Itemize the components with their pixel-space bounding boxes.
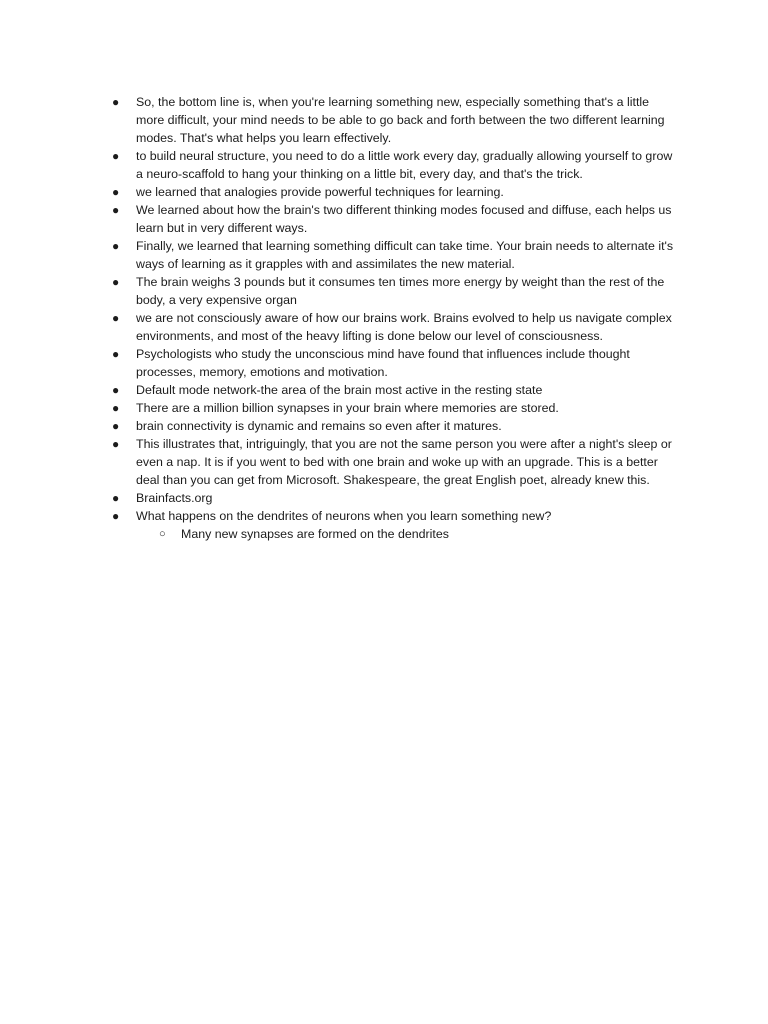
bullet-icon: ● xyxy=(112,239,120,253)
list-item-text: Finally, we learned that learning something difficult can take time. Your brain needs to alternate it's ways of learning as it grapples with and assimilates the new material. xyxy=(136,239,674,271)
list-item-text: So, the bottom line is, when you're learning something new, especially something that's a little more difficult, your mind needs to be able to go back and forth between the two different learning modes. That's what helps you learn effectively. xyxy=(136,95,665,145)
list-item xyxy=(110,345,680,381)
bullet-icon: ● xyxy=(112,491,120,505)
sub-list-item xyxy=(136,525,680,543)
bullet-icon: ● xyxy=(112,311,120,325)
sub-list-item-text: Many new synapses are formed on the dendrites xyxy=(181,527,449,541)
bullet-icon: ● xyxy=(112,185,120,199)
list-item xyxy=(110,507,680,543)
bullet-icon: ● xyxy=(112,383,120,397)
bullet-icon: ● xyxy=(112,149,120,163)
list-item xyxy=(110,381,680,399)
bullet-icon: ● xyxy=(112,275,120,289)
bullet-icon: ● xyxy=(112,419,120,433)
list-item-text: What happens on the dendrites of neurons when you learn something new? xyxy=(136,509,552,523)
list-item xyxy=(110,309,680,345)
list-item-text: we learned that analogies provide powerful techniques for learning. xyxy=(136,185,504,199)
list-item-text: We learned about how the brain's two different thinking modes focused and diffuse, each helps us learn but in very different ways. xyxy=(136,203,672,235)
bullet-icon: ● xyxy=(112,203,120,217)
bullet-icon: ● xyxy=(112,509,120,523)
list-item xyxy=(110,183,680,201)
bullet-icon: ● xyxy=(112,401,120,415)
list-item xyxy=(110,273,680,309)
bullet-icon: ● xyxy=(112,347,120,361)
list-item-text: There are a million billion synapses in your brain where memories are stored. xyxy=(136,401,559,415)
list-item-text: Default mode network-the area of the brain most active in the resting state xyxy=(136,383,543,397)
list-item-text: Psychologists who study the unconscious mind have found that influences include thought processes, memory, emotions and motivation. xyxy=(136,347,630,379)
list-item xyxy=(110,417,680,435)
list-item xyxy=(110,237,680,273)
list-item-text: we are not consciously aware of how our brains work. Brains evolved to help us navigate complex environments, and most of the heavy lifting is done below our level of consciousness. xyxy=(136,311,672,343)
list-item xyxy=(110,435,680,489)
list-item xyxy=(110,399,680,417)
list-item-text: to build neural structure, you need to do a little work every day, gradually allowing yourself to grow a neuro-scaffold to hang your thinking on a little bit, every day, and that's the trick. xyxy=(136,149,673,181)
hollow-bullet-icon: ○ xyxy=(159,528,166,540)
list-item-text: This illustrates that, intriguingly, that you are not the same person you were after a night's sleep or even a nap. It is if you went to bed with one brain and woke up with an upgrade. This is a better deal than you can get from Microsoft. Shakespeare, the great English poet, already knew this. xyxy=(136,437,672,487)
sub-bullet-list xyxy=(136,525,680,543)
list-item xyxy=(110,147,680,183)
bullet-icon: ● xyxy=(112,95,120,109)
list-item xyxy=(110,489,680,507)
list-item-text: The brain weighs 3 pounds but it consumes ten times more energy by weight than the rest of the body, a very expensive organ xyxy=(136,275,665,307)
list-item-text: brain connectivity is dynamic and remains so even after it matures. xyxy=(136,419,502,433)
bullet-icon: ● xyxy=(112,437,120,451)
bullet-list xyxy=(110,93,680,543)
list-item xyxy=(110,93,680,147)
list-item xyxy=(110,201,680,237)
list-item-text: Brainfacts.org xyxy=(136,491,213,505)
